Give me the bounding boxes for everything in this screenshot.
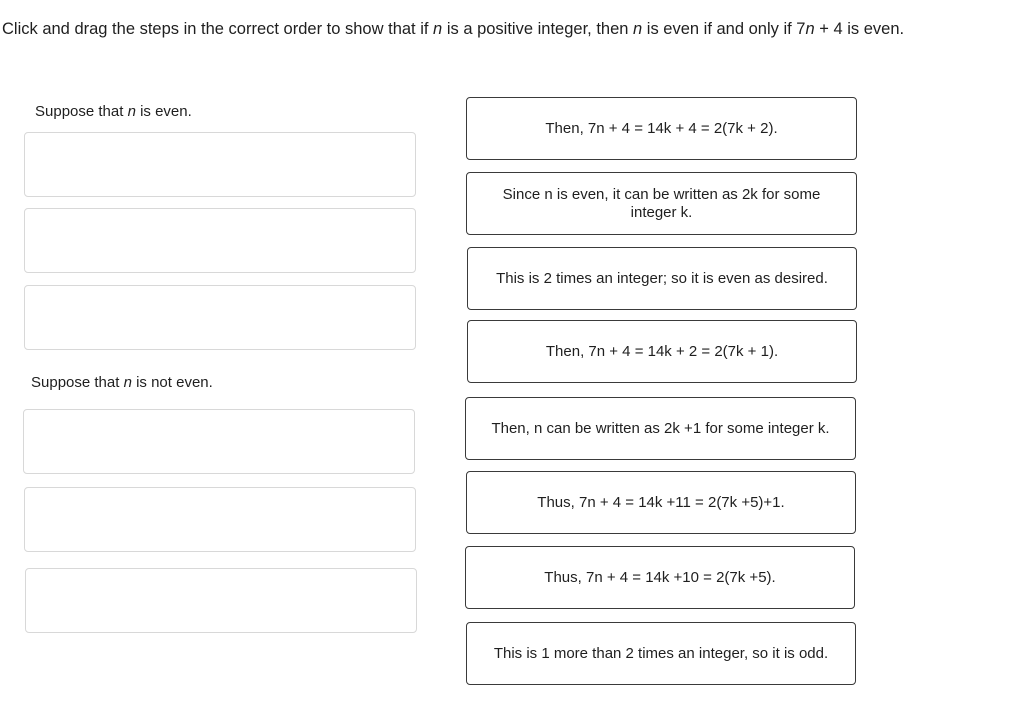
section-label-odd — [31, 374, 213, 391]
step-text: This is 2 times an integer; so it is even as desired. — [496, 269, 828, 287]
step-card[interactable] — [466, 97, 857, 160]
variable-n: n — [805, 20, 815, 38]
step-card[interactable] — [466, 172, 857, 235]
step-text: Then, 7n + 4 = 14k + 4 = 2(7k + 2). — [545, 119, 778, 137]
step-text: Thus, 7n + 4 = 14k +11 = 2(7k +5)+1. — [537, 493, 785, 511]
section-label-part: Suppose that — [35, 103, 128, 120]
variable-n: n — [633, 20, 643, 38]
step-card[interactable] — [466, 471, 856, 534]
step-text: Since n is even, it can be written as 2k for some integer k. — [502, 185, 821, 221]
instructions-part: + 4 is even. — [814, 20, 905, 38]
instructions-part: Click and drag the steps in the correct order to show that if — [2, 20, 434, 38]
variable-n: n — [123, 374, 132, 391]
drop-slot-odd-1[interactable] — [23, 409, 415, 474]
variable-n: n — [433, 20, 443, 38]
variable-n: n — [127, 103, 136, 120]
instructions-part: is a positive integer, then — [442, 20, 634, 38]
section-label-part: is even. — [135, 103, 192, 120]
section-label-part: Suppose that — [31, 374, 124, 391]
drop-slot-even-3[interactable] — [24, 285, 416, 350]
step-card[interactable] — [465, 546, 855, 609]
instructions-part: is even if and only if 7 — [642, 20, 806, 38]
step-card[interactable] — [467, 320, 857, 383]
step-text: Then, 7n + 4 = 14k + 2 = 2(7k + 1). — [545, 342, 779, 360]
step-text: This is 1 more than 2 times an integer, so it is odd. — [493, 644, 829, 662]
drop-slot-even-2[interactable] — [24, 208, 416, 273]
step-text: Thus, 7n + 4 = 14k +10 = 2(7k +5). — [544, 568, 776, 586]
step-card[interactable] — [465, 397, 856, 460]
drop-slot-odd-2[interactable] — [24, 487, 416, 552]
section-label-part: is not even. — [131, 374, 213, 391]
drop-slot-odd-3[interactable] — [25, 568, 417, 633]
drop-slot-even-1[interactable] — [24, 132, 416, 197]
section-label-even — [35, 103, 192, 120]
step-card[interactable] — [466, 622, 856, 685]
instructions-text — [2, 20, 904, 39]
step-text: Then, n can be written as 2k +1 for some integer k. — [491, 419, 830, 437]
step-card[interactable] — [467, 247, 857, 310]
